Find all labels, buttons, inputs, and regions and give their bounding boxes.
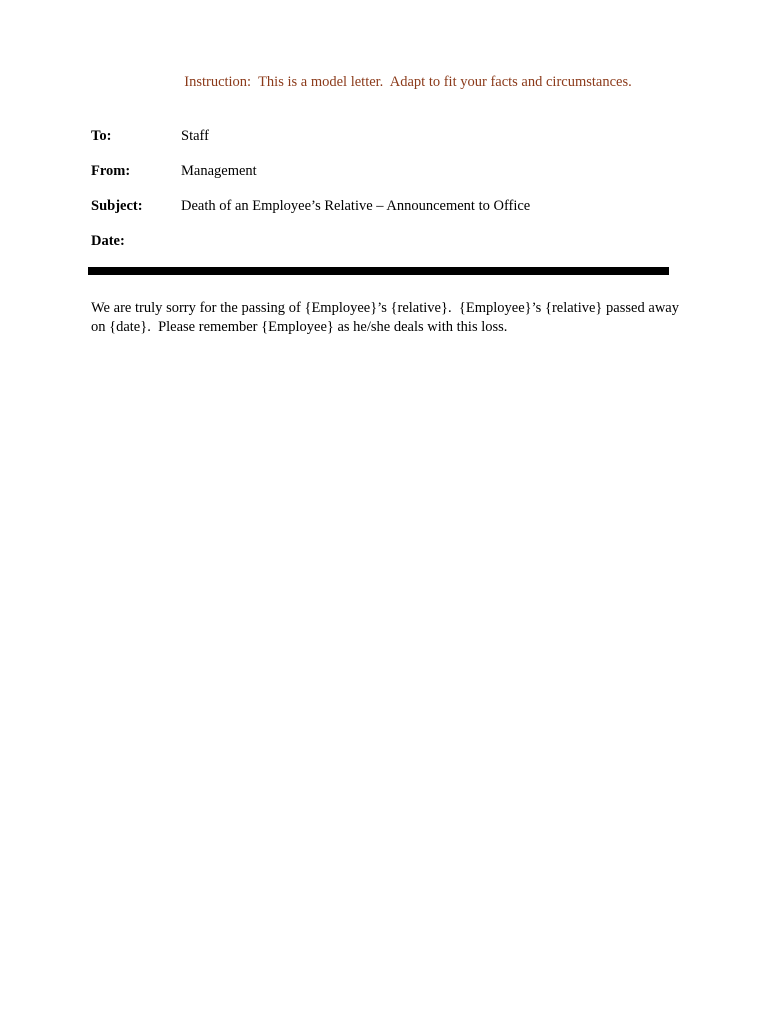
subject-label: Subject: bbox=[91, 198, 143, 214]
instruction-note: Instruction: This is a model letter. Adapt to fit your facts and circumstances. bbox=[184, 74, 632, 90]
body-paragraph: We are truly sorry for the passing of {Employee}’s {relative}. {Employee}’s {relative} passed away on {date}. Please remember {Employee} as he/she deals with this loss. bbox=[91, 300, 683, 335]
subject-value: Death of an Employee’s Relative – Announcement to Office bbox=[181, 198, 531, 214]
to-value: Staff bbox=[181, 128, 209, 144]
from-value: Management bbox=[181, 163, 257, 179]
header-divider bbox=[88, 267, 669, 275]
from-label: From: bbox=[91, 163, 131, 179]
to-label: To: bbox=[91, 128, 112, 144]
date-label: Date: bbox=[91, 233, 125, 249]
